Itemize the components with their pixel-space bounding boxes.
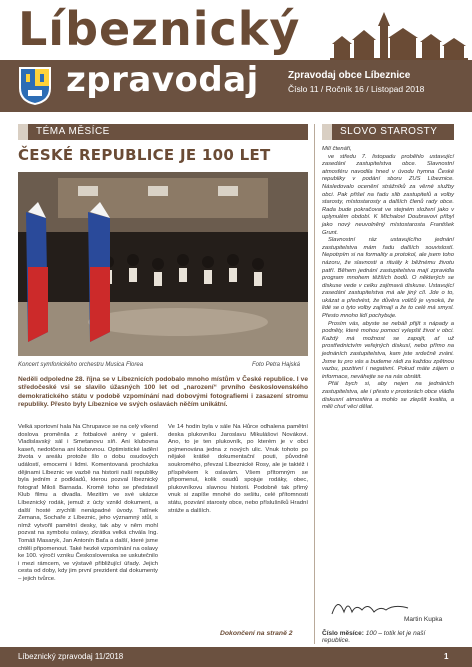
masthead-band <box>0 60 472 112</box>
masthead-title-bottom: zpravodaj <box>66 60 259 100</box>
mayor-paragraph-2: Slavnostní ráz ustavujícího jednání zastupitelstva mám řadu dalších souvislostí. Nepotrpím si na formality a protokol, ale jsem toho názoru, že slavnosti a rituály k běžnému životu patří. Během jednání zastupitelstva mají zpravidla program mnohem těžších bodů. O některých se diskuse vede v celku zajímavá diskuse. Ustavující zasedání zastupitelstva má ale jiný cíl. Jde o to, ukázat a předvést, že důvěra voličů je vysoká, že lidé se o tyto volby zajímají a že to celé má smysl. Přesto mnoho lidí pochybuje. <box>322 237 454 320</box>
section-header-left <box>18 124 308 140</box>
mayor-paragraph-4: Přál bych si, aby nejen na jednáních zastupitelstva, ale i přesto v prostorách obce vládla diskusní atmosféra a mohlo se zlepšit kvalita, a měli chuť věci dělat. <box>322 381 454 411</box>
article-body-column-1: Velká sportovní hala Na Chrupavce se na celý víkend doslova proměnila z fotbalové arény v galerii. Vladislavský sál i Smetanovu síň. Ani klubovna kaseň, nedotčena ani klubovnou. Optimistické ladění života v areálu protože šlo o dobu osudových událostí, emocemi i lidmi. Komentovaná procházka dějinami Líbeznic ve vazbě na historii naší republiky byla jedním z podkladů, kterou pozval líbeznický fotograf Miloš Barnada. Kromě toho se představil Klub filmu a divadla. Mezitím ve své ukázce Líbeznický rodák, jemuž z úcty vznikl dokument, a další hosté zrychlili nenápadné úvody. Tatínek Zemana, Sochaře z Líbeznic, jeho významný stůl, s nímž vytvořil pamětní desky, tak aby v něm mohl pozvat na symbolu oslavy, zkrátka velká chvála Ing. Tomáš Masaryk, Jan Antonín Baťa a další, které jsme chtěli připomenout. Také hezké vzpomínání na oslavy ke 100. výročí vzniku Československa se uskutečnilo i mezi rámcem, ve výstavě přibližující úřady. Jejich cesta od doby, kdy jim první prezident dal dokumenty – jejich tvůrce. <box>18 424 158 582</box>
article-lead: Neděli odpoledne 28. října se v Líbeznicích podobalo mnoho místům v České republice. I ve středočeské vsi se slavilo úžasných 100 let od „narození“ prvního československého demokratického státu v podobě vzpomínání nad dobovými fotografiemi i zasazení stromu republiky. Přesto byly Líbeznice ve svých oslavách něčím unikátní. <box>18 376 308 408</box>
coat-of-arms-icon <box>18 66 52 106</box>
section-header-right <box>322 124 454 140</box>
mayor-paragraph-3: Prosím vás, abyste se nebáli přijít s nápady a podněty, které mohou pomoci vylepšit život v obci. Každý má možnost se zapojit, ať už prostřednictvím veřejných diskusí, nebo přímo na jednáních zastupitelstva, kam jste srdečně zváni. Jsme tu pro vás a budeme rádi za každou zpětnou vazbu, pozitivní i negativní. Pokud máte zájem o informace, neváhejte se na nás obrátit. <box>322 320 454 380</box>
footer-issue: Líbeznický zpravodaj 11/2018 <box>18 652 124 661</box>
signature-name: Martin Kupka <box>404 616 443 623</box>
continued-link[interactable]: Dokončení na straně 2 <box>220 630 293 637</box>
article-headline: ČESKÉ REPUBLICE JE 100 LET <box>18 146 271 164</box>
section-title-right: SLOVO STAROSTY <box>340 126 438 137</box>
mayor-paragraph-1: ve středu 7. listopadu proběhlo ustavující zasedání zastupitelstva obce. Slavnostní atmosféru navodila hned v úvodu hymna České republiky v podání sboru ZUS Líbeznice. Následovalo ocenění strážníků za věrné služby obci. Pak přišel na řadu slib zastupitelů a volby starosty, místostarosty a dalších členů rady obce. Rada bude pokračovat ve stejném složení jako v uplynulém období. K Michalovi Doubravovi přibyl jako nový neuvolněný místostarosta František Grunt. <box>322 153 454 236</box>
masthead <box>0 0 472 112</box>
article-body-column-2: Ve 14 hodin byla v sále Na Hůrce odhalena pamětní deska plukovníku Jaroslavu Mikulášovi Novákovi. Ano, to je ten plukovník, po kterém je v obci pojmenována jedna z nových ulic. Vnuk tohoto po nějaké krátké dokumentační pouti, původně soukromého, převzal Líbeznické Rosy, ale je taktéž i příspěvkem k oslavám. Všem přítomným se připomenul, kolik osudů spojuje rodáky, obec, plukovníkovu slavnou historii. Podobně tak přímý vnuk si zapíše mnohé do sešitu, celé přítomnosti státu, pozvání starosty obce, nebo příslušníků Hradní stráže a dalších. <box>168 424 308 514</box>
masthead-subtitle: Zpravodaj obce Líbeznice <box>288 70 411 81</box>
section-marker <box>18 124 28 140</box>
number-of-month-label: Číslo měsíce: <box>322 630 364 637</box>
column-divider <box>314 124 315 644</box>
number-of-month <box>322 630 454 644</box>
section-marker <box>322 124 332 140</box>
masthead-title-top: Líbeznický <box>18 2 301 56</box>
number-of-month-value: 100 – totik let je naší republice. <box>322 630 426 644</box>
concert-photo <box>18 172 308 356</box>
mayor-letter <box>322 146 454 412</box>
photo-credit: Foto Petra Hajská <box>252 362 301 368</box>
section-title-left: TÉMA MĚSÍCE <box>36 126 110 137</box>
page-footer <box>0 647 472 667</box>
mayor-greeting: Milí čtenáři, <box>322 146 352 152</box>
page-number: 1 <box>444 652 449 661</box>
masthead-issue: Číslo 11 / Ročník 16 / Listopad 2018 <box>288 84 425 94</box>
village-skyline-icon <box>330 8 468 62</box>
signature-icon <box>330 594 410 620</box>
photo-caption: Koncert symfonického orchestru Musica Florea <box>18 362 144 368</box>
